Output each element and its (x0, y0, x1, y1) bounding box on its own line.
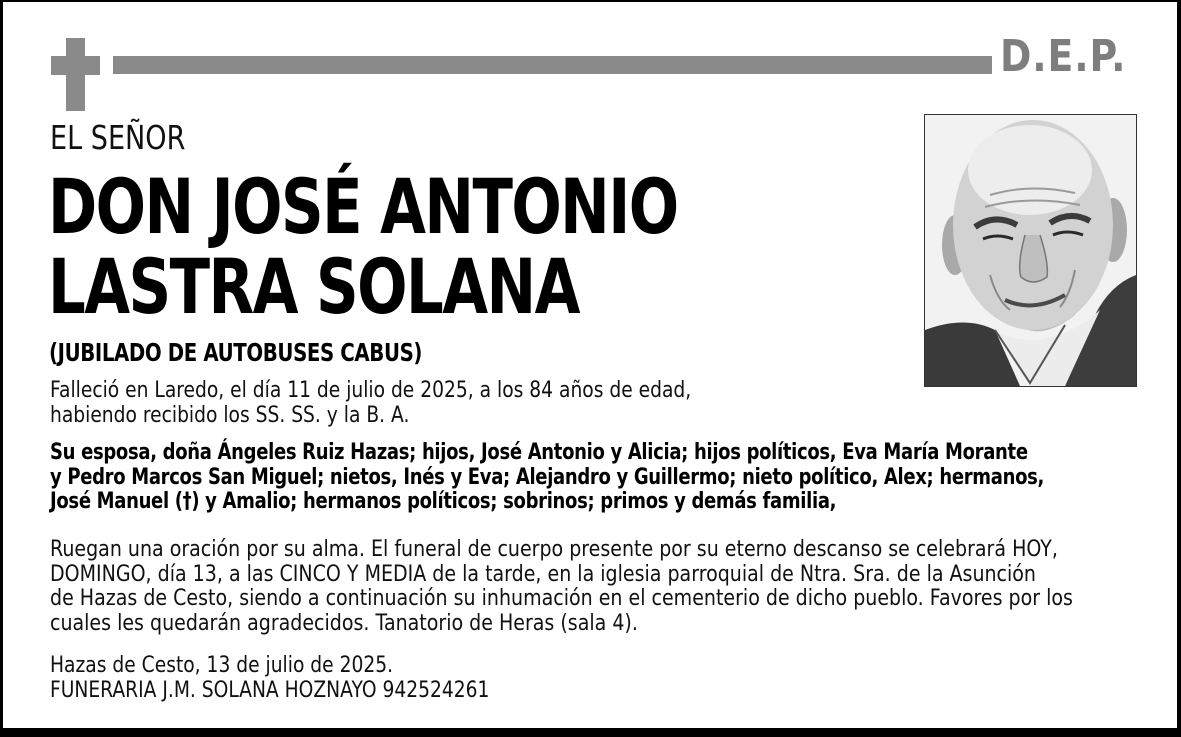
funeral-line: cuales les quedarán agradecidos. Tanatorio de Heras (sala 4). (50, 609, 638, 636)
family-list (50, 440, 1044, 514)
dep-label: D.E.P. (1000, 31, 1127, 82)
deceased-name-line-1: DON JOSÉ ANTONIO (48, 162, 678, 251)
death-notice-line: habiendo recibido los SS. SS. y la B. A. (50, 401, 410, 428)
deceased-name-line-2: LASTRA SOLANA (48, 242, 579, 331)
funeral-line: DOMINGO, día 13, a las CINCO Y MEDIA de la tarde, en la iglesia parroquial de Ntra. Sra. de la Asunción (50, 560, 1036, 587)
family-line: y Pedro Marcos San Miguel; nietos, Inés y Eva; Alejandro y Guillermo; nieto político, Alex; hermanos, (50, 463, 1045, 490)
portrait-photo (924, 114, 1137, 387)
family-line: Su esposa, doña Ángeles Ruiz Hazas; hijos, José Antonio y Alicia; hijos políticos, Eva María Morante (50, 439, 1028, 465)
funeral-line: de Hazas de Cesto, siendo a continuación su inhumación en el cementerio de dicho pueblo. Favores por los (50, 585, 1073, 612)
occupation: (JUBILADO DE AUTOBUSES CABUS) (49, 338, 423, 367)
header-rule (113, 56, 992, 74)
funeral-details (50, 537, 1073, 635)
portrait-image (925, 115, 1136, 386)
cross-icon-arm (51, 56, 100, 75)
funeral-home: FUNERARIA J.M. SOLANA HOZNAYO 942524261 (50, 676, 490, 703)
death-notice-line: Falleció en Laredo, el día 11 de julio de 2025, a los 84 años de edad, (50, 377, 692, 403)
death-notice (50, 378, 691, 427)
place-date: Hazas de Cesto, 13 de julio de 2025. (50, 652, 394, 678)
signature (50, 653, 489, 702)
honorific: EL SEÑOR (50, 118, 186, 157)
family-line: José Manuel (†) y Amalio; hermanos políticos; sobrinos; primos y demás familia, (50, 488, 837, 515)
funeral-line: Ruegan una oración por su alma. El funeral de cuerpo presente por su eterno descanso se celebrará HOY, (50, 536, 1058, 562)
